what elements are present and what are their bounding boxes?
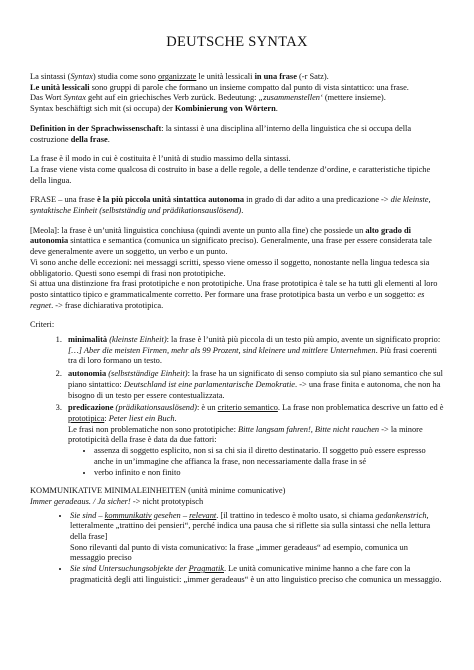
text: . <box>275 104 278 114</box>
text: Sono rilevanti dal punto di vista comunicativo: la frase „immer geradeaus“ ad esempio, comunica un messaggio preciso <box>70 542 408 563</box>
paragraph-meola <box>30 226 444 312</box>
paragraph-frase-unit <box>30 154 444 186</box>
text: Le frasi non problematiche non sono prototipiche: <box>68 424 239 434</box>
text: . Le unità comunicative minime hanno a che fare con la pragmaticità degli atti linguistici: „immer geradeaus“ è un atto linguistico preciso che comunica un messaggio. <box>70 564 442 584</box>
text: (-r Satz). <box>296 72 329 81</box>
criteria-heading: Criteri: <box>30 320 55 330</box>
text-italic: Immer geradeaus. / Ja sicher! <box>30 496 131 506</box>
text-bold: Definition in der Sprachwissenschaft <box>30 123 162 133</box>
text: . <box>174 413 177 423</box>
text: : la frase ha un significato di senso compiuto sia sul piano semantico che sul piano sintattico: <box>68 369 443 389</box>
text: . [il trattino in tedesco è molto usato, si chiama <box>216 510 376 520</box>
text: -> la minore prototipicità della frase è data da due fattori: <box>68 424 423 445</box>
text-italic: gedankenstrich <box>375 510 427 520</box>
text: : la frase è l’unità più piccola di un testo più ampio, avente un significato proprio: <box>166 335 441 345</box>
text-italic: „zusammenstellen‘ <box>258 93 323 103</box>
sub-list <box>68 446 444 478</box>
text: [Meola]: la frase è un’unità linguistica conchiusa (quindi avente un punto alla fine) che possiede un <box>30 225 366 235</box>
text: : <box>104 413 109 423</box>
text: FRASE – una frase <box>30 195 97 205</box>
text-underline: kommunikativ <box>104 510 152 520</box>
text-bold: predicazione <box>68 403 114 413</box>
text-bold: alto grado di autonomia <box>30 225 411 246</box>
text: . -> una frase finita e autonoma, che non ha bisogno di un testo per essere contestualizzata. <box>68 379 441 400</box>
text: : la sintassi è una disciplina all’interno della linguistica che si occupa della costruzione <box>30 123 412 144</box>
text: in grado di dar adito a una predicazione -> <box>244 195 391 205</box>
criteria-list <box>30 335 444 478</box>
text: . <box>241 206 244 216</box>
text-italic: Peter liest ein Buch <box>108 413 175 423</box>
text: Vi sono anche delle eccezioni: nei messaggi scritti, spesso viene omesso il soggetto, nonostante nella lingua tedesca sia obbligatorio. Questi sono esempi di frasi non prototipiche. <box>30 257 430 278</box>
text: Das Wort <box>30 93 64 103</box>
text-bold: Le unità lessicali <box>30 82 90 92</box>
text-italic: Sie sind Untersuchungsobjekte der <box>70 564 189 574</box>
text-bold: in una frase <box>254 72 297 81</box>
text: , letteralmente „trattino dei pensieri“, perché indica una pausa che si riflette sia sulla sintassi che nella lettura della frase] <box>70 510 431 542</box>
text: La frase è il modo in cui è costituita è l’unità di studio massimo della sintassi. <box>30 154 291 164</box>
list-item <box>64 403 444 478</box>
text-underline: organizzate <box>157 72 197 81</box>
text-italic: […] Aber die meisten Firmen, mehr als 99 Prozent, sind kleinere und mittlere Unternehmen <box>68 345 376 355</box>
text: . La frase non problematica descrive un fatto ed è <box>277 403 444 413</box>
text-bold: minimalità <box>68 335 108 345</box>
text: sono gruppi di parole che formano un insieme compatto dal punto di vista sintattico: una frase. <box>89 82 409 92</box>
page-title: DEUTSCHE SYNTAX <box>166 34 308 50</box>
text-underline: criterio semantico <box>217 403 278 413</box>
paragraph-syntax-intro <box>30 72 444 115</box>
text: Syntax beschäftigt sich mit (si occupa) der <box>30 104 175 114</box>
text-italic: Bitte langsam fahren!, Bitte nicht rauchen <box>238 424 380 434</box>
text-underline: Pragmatik <box>188 564 224 574</box>
example-line <box>30 497 444 508</box>
text: le unità lessicali <box>196 72 255 81</box>
text: (mettere insieme). <box>322 93 386 103</box>
text-bold: è la più piccola unità sintattica autonoma <box>97 195 245 205</box>
text: geht auf ein griechisches Verb zurück. Bedeutung: <box>85 93 259 103</box>
list-item: • assenza di soggetto esplicito, non si sa chi sia il diretto destinatario. Il soggetto può essere espresso anche in un’immagine che affianca la frase, non necessariamente dalla frase in sé <box>94 446 444 467</box>
text-underline: prototipica <box>68 413 105 423</box>
text: . <box>107 134 110 144</box>
komm-list <box>30 511 444 586</box>
text: sintattica e semantica (comunica un significato preciso). Generalmente, una frase per essere considerata tale deve generalmente avere un soggetto, un verbo e un punto. <box>30 236 432 257</box>
paragraph-frase-definition <box>30 195 444 216</box>
text-italic: gesehen – <box>151 510 190 520</box>
text-bold: autonomia <box>68 369 107 379</box>
section-heading: KOMMUNIKATIVE MINIMALEINHEITEN (unità minime comunicative) <box>30 486 286 496</box>
list-item <box>70 564 444 585</box>
text-italic: (selbstständige Einheit) <box>106 369 188 379</box>
text: . Più frasi coerenti tra di loro formano un testo. <box>68 345 437 366</box>
text-italic: Syntax <box>70 72 93 81</box>
text: ) studia come sono <box>92 72 158 81</box>
text-underline: relevant <box>189 510 217 520</box>
text: . -> frase dichiarativa prototipica. <box>51 300 164 310</box>
list-item <box>70 511 444 565</box>
text-italic: Syntax <box>63 93 86 103</box>
text-bold: della frase <box>70 134 108 144</box>
text: Si attua una distinzione fra frasi prototipiche e non prototipiche. Una frase prototipica è tale se ha tutti gli elementi al loro posto sintattico tipico e grammaticalmente corretto. Per formare una frase prototipica basta un verbo e un soggetto: <box>30 279 438 299</box>
list-item <box>64 335 444 367</box>
text-italic: die kleinste, syntaktische Einheit (selbstständig und prädikationsauslösend) <box>30 195 431 216</box>
text-italic: Deutschland ist eine parlamentarische Demokratie <box>123 379 296 389</box>
text: La sintassi ( <box>30 72 71 81</box>
text-italic: (kleinste Einheit) <box>107 335 167 345</box>
list-item: • verbo infinito e non finito <box>94 468 444 479</box>
text: : è un <box>196 403 218 413</box>
text-italic: Sie sind – <box>70 510 105 520</box>
text: -> nicht prototypisch <box>130 496 204 506</box>
list-item <box>64 369 444 401</box>
text-bold: Kombinierung von Wörtern <box>174 104 276 114</box>
text-italic: es regnet <box>30 289 425 310</box>
text-italic: (prädikationsauslösend) <box>113 403 197 413</box>
paragraph-definition <box>30 124 444 145</box>
text: La frase viene vista come qualcosa di costruito in base a delle regole, a delle tendenze d’ordine, e caratteristiche tipiche della lingua. <box>30 164 431 185</box>
